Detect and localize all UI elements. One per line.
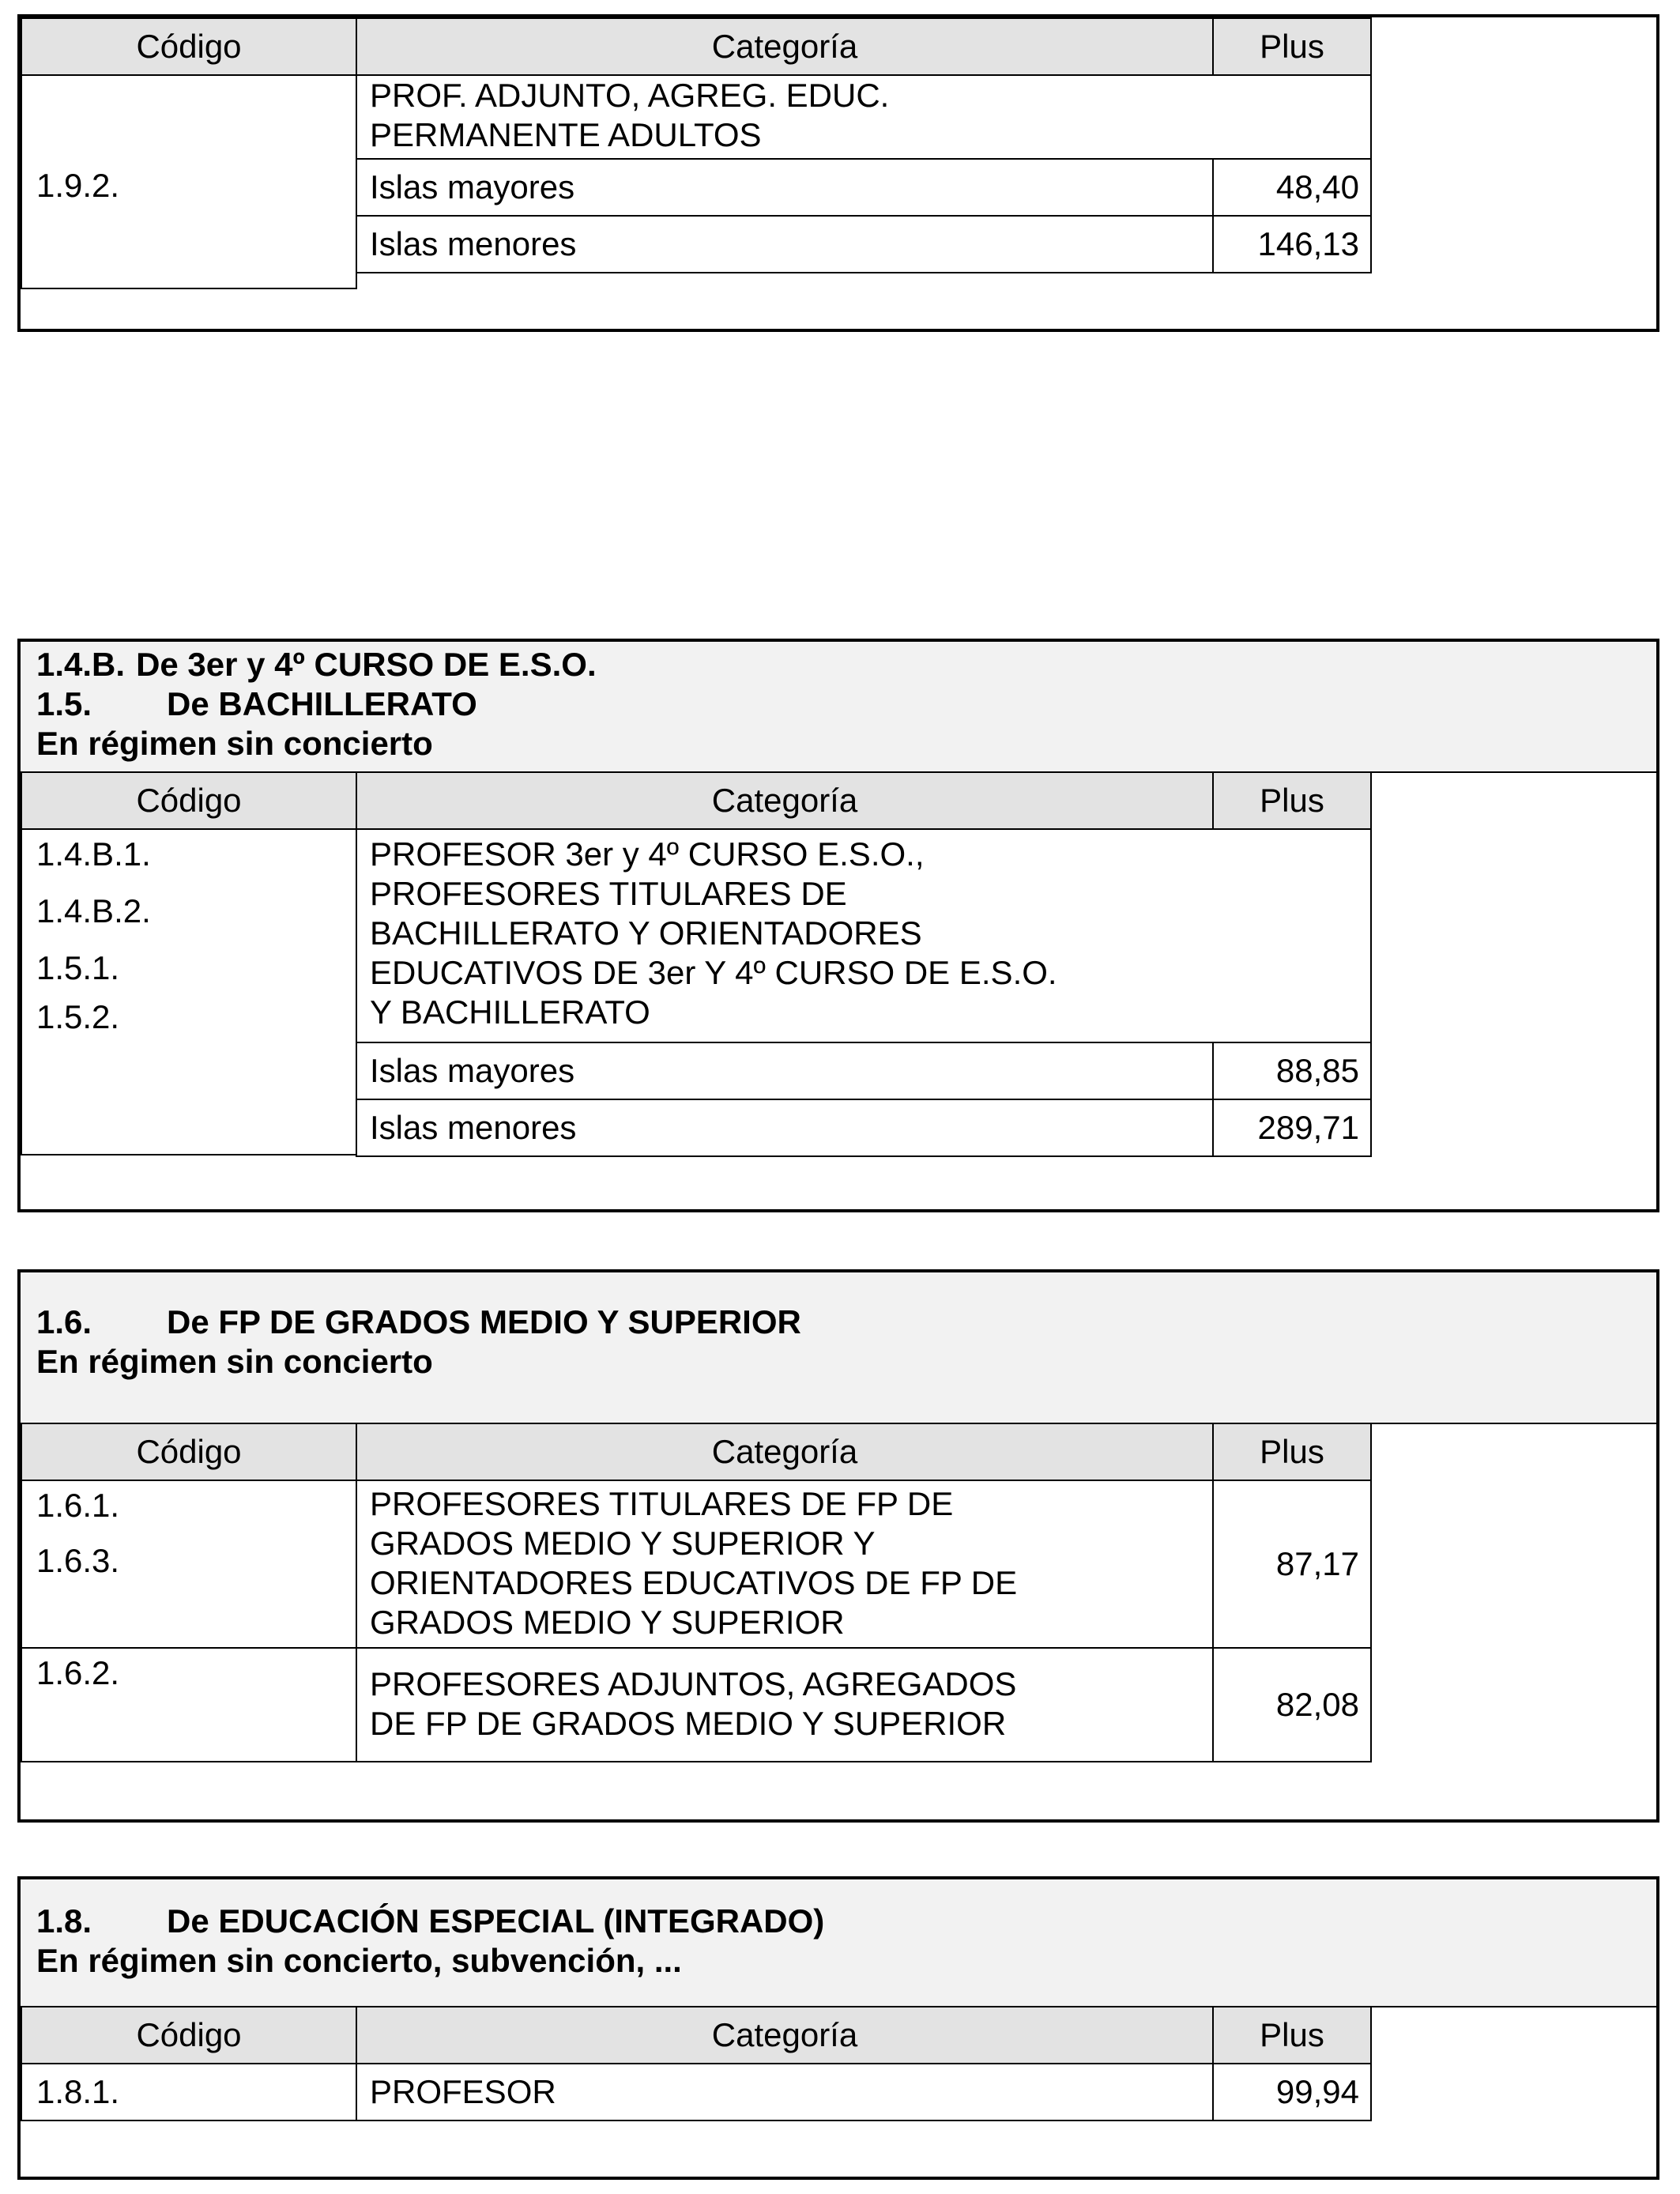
plus-cell: 289,71 [1212, 1099, 1372, 1157]
section-regime: En régimen sin concierto [36, 725, 433, 762]
category-cell [356, 1647, 1214, 1762]
section-heading [21, 1879, 1656, 2007]
code-value: 1.4.B.2. [36, 892, 151, 929]
code-cell [21, 828, 357, 1155]
category-cell: PROFESOR [356, 2063, 1214, 2121]
code-value: 1.5.1. [36, 949, 120, 986]
table-1-6 [17, 1269, 1659, 1823]
header-category: Categoría [356, 17, 1214, 76]
code-value: 1.6.3. [36, 1542, 120, 1579]
table-1-9-2 [17, 14, 1659, 332]
header-category: Categoría [356, 2006, 1214, 2064]
header-plus: Plus [1212, 17, 1372, 76]
section-title: De EDUCACIÓN ESPECIAL (INTEGRADO) [167, 1902, 825, 1940]
header-code: Código [21, 771, 357, 830]
plus-cell: 88,85 [1212, 1042, 1372, 1100]
category-line: DE FP DE GRADOS MEDIO Y SUPERIOR [370, 1705, 1007, 1742]
plus-cell: 87,17 [1212, 1480, 1372, 1649]
header-category: Categoría [356, 771, 1214, 830]
header-plus: Plus [1212, 2006, 1372, 2064]
header-plus: Plus [1212, 771, 1372, 830]
category-cell: Islas mayores [356, 158, 1214, 217]
category-group-line: BACHILLERATO Y ORIENTADORES [370, 914, 922, 952]
section-title-line [36, 1302, 1656, 1342]
code-cell: 1.8.1. [21, 2063, 357, 2121]
section-number: 1.4.B. [36, 646, 126, 683]
section-heading [21, 1272, 1656, 1424]
category-line: GRADOS MEDIO Y SUPERIOR [370, 1604, 845, 1641]
code-value: 1.6.2. [36, 1654, 120, 1691]
category-group-cell [356, 828, 1372, 1043]
header-plus: Plus [1212, 1423, 1372, 1481]
header-code: Código [21, 2006, 357, 2064]
code-value: 1.4.B.1. [36, 835, 151, 873]
category-group-line: PROFESOR 3er y 4º CURSO E.S.O., [370, 835, 925, 873]
plus-cell: 48,40 [1212, 158, 1372, 217]
plus-cell: 82,08 [1212, 1647, 1372, 1762]
section-number: 1.8. [36, 1902, 92, 1940]
category-group-line: PERMANENTE ADULTOS [370, 116, 762, 153]
code-value: 1.9.2. [36, 167, 120, 204]
header-code: Código [21, 1423, 357, 1481]
table-1-4b-1-5 [17, 639, 1659, 1212]
category-line: GRADOS MEDIO Y SUPERIOR Y [370, 1525, 876, 1562]
category-cell: Islas menores [356, 215, 1214, 273]
section-title-line [36, 645, 1656, 684]
category-line: PROFESORES TITULARES DE FP DE [370, 1485, 954, 1522]
section-title: De FP DE GRADOS MEDIO Y SUPERIOR [167, 1303, 801, 1340]
header-category: Categoría [356, 1423, 1214, 1481]
category-group-line: PROF. ADJUNTO, AGREG. EDUC. [370, 77, 890, 114]
category-cell: Islas menores [356, 1099, 1214, 1157]
category-cell [356, 1480, 1214, 1649]
section-title-line [36, 1902, 1656, 1941]
code-cell [21, 1480, 357, 1649]
code-value: 1.6.1. [36, 1487, 120, 1524]
section-title-line [36, 684, 1656, 724]
category-cell: Islas mayores [356, 1042, 1214, 1100]
category-line: PROFESORES ADJUNTOS, AGREGADOS [370, 1665, 1017, 1702]
code-cell [21, 74, 357, 289]
section-title: De BACHILLERATO [167, 685, 477, 722]
section-number: 1.5. [36, 685, 92, 722]
category-group-line: Y BACHILLERATO [370, 993, 650, 1031]
plus-cell: 146,13 [1212, 215, 1372, 273]
code-cell [21, 1647, 357, 1762]
header-code: Código [21, 17, 357, 76]
category-group-cell [356, 74, 1372, 160]
section-regime: En régimen sin concierto, subvención, ... [36, 1942, 682, 1979]
section-heading [21, 642, 1656, 773]
section-regime: En régimen sin concierto [36, 1343, 433, 1380]
code-value: 1.5.2. [36, 998, 120, 1035]
category-group-line: EDUCATIVOS DE 3er Y 4º CURSO DE E.S.O. [370, 954, 1057, 991]
category-line: ORIENTADORES EDUCATIVOS DE FP DE [370, 1564, 1018, 1601]
category-group-line: PROFESORES TITULARES DE [370, 875, 847, 912]
plus-cell: 99,94 [1212, 2063, 1372, 2121]
section-title: De 3er y 4º CURSO DE E.S.O. [136, 646, 597, 683]
section-number: 1.6. [36, 1303, 92, 1340]
table-1-8 [17, 1876, 1659, 2180]
